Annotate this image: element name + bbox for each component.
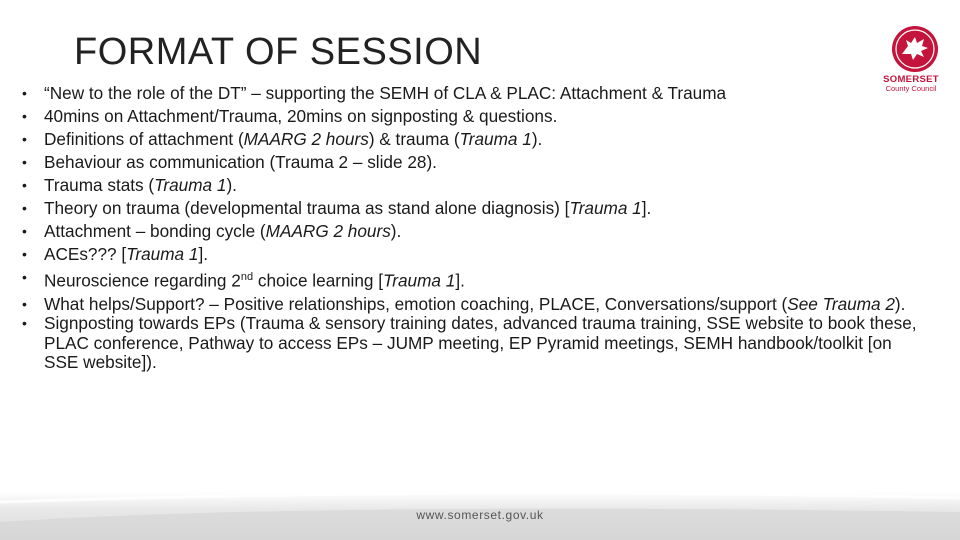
bullet-text-italic: Trauma 1: [126, 244, 199, 264]
bullet-item: [22, 245, 922, 264]
footer-url[interactable]: www.somerset.gov.uk: [416, 508, 544, 522]
bullet-text: Theory on trauma (developmental trauma as stand alone diagnosis) [: [44, 198, 570, 218]
bullet-item: [22, 107, 922, 126]
bullet-marker: •: [22, 269, 27, 285]
bullet-marker: •: [22, 177, 27, 193]
bullet-item: [22, 153, 922, 172]
bullet-text: ).: [894, 293, 906, 314]
bullet-marker: •: [22, 108, 27, 124]
bullet-text: choice learning [: [253, 270, 384, 291]
bullet-marker: •: [22, 154, 27, 170]
footer: [0, 492, 960, 540]
bullet-item: [22, 268, 922, 291]
bullet-marker: •: [22, 131, 27, 147]
bullet-text: Signposting towards EPs (Trauma & sensory training dates, advanced trauma training, SSE website to book these, PLAC conference, Pathway to access EPs – JUMP meeting, EP Pyramid meetings, SEMH handbook/toolkit [on SSE website]).: [44, 313, 917, 372]
bullet-text: Trauma stats (: [44, 175, 155, 195]
bullet-list: [22, 84, 922, 372]
bullet-text: ACEs??? [: [44, 244, 127, 264]
bullet-text-italic: MAARG 2 hours: [243, 129, 369, 149]
logo-subtitle: County Council: [885, 84, 937, 93]
bullet-text-italic: Trauma 1: [459, 129, 532, 149]
bullet-text-italic: MAARG 2 hours: [265, 221, 391, 241]
bullet-text-italic: See Trauma 2: [787, 293, 895, 314]
bullet-item: [22, 295, 922, 314]
bullet-item: [22, 176, 922, 195]
bullet-text: ].: [198, 244, 209, 264]
bullet-text: ].: [455, 270, 465, 291]
bullet-text: ).: [226, 175, 237, 195]
bullet-text: ) & trauma (: [368, 129, 460, 149]
bullet-text-italic: Trauma 1: [383, 270, 456, 291]
logo-name: SOMERSET: [883, 74, 939, 85]
bullet-text: “New to the role of the DT” – supporting the SEMH of CLA & PLAC: Attachment & Trauma: [44, 83, 727, 103]
bullet-item: [22, 199, 922, 218]
bullet-text: nd: [240, 271, 254, 283]
bullet-marker: •: [22, 246, 27, 262]
bullet-text: What helps/Support? – Positive relationships, emotion coaching, PLACE, Conversations/support (: [44, 293, 788, 314]
bullet-text: Behaviour as communication (Trauma 2 – slide 28).: [44, 152, 437, 172]
bullet-text: Neuroscience regarding 2: [44, 270, 241, 291]
bullet-item: [22, 314, 922, 372]
bullet-item: [22, 222, 922, 241]
bullet-marker: •: [22, 85, 27, 101]
bullet-marker: •: [22, 315, 27, 332]
bullet-text: Attachment – bonding cycle (: [44, 221, 266, 241]
bullet-marker: •: [22, 223, 27, 239]
bullet-text: ).: [531, 129, 543, 149]
bullet-marker: •: [22, 200, 27, 216]
slide-title: FORMAT OF SESSION: [74, 31, 483, 73]
bullet-item: [22, 84, 922, 103]
bullet-marker: •: [22, 295, 27, 312]
bullet-text: ).: [390, 221, 402, 241]
bullet-text: ].: [641, 198, 652, 218]
bullet-text: Definitions of attachment (: [44, 129, 244, 149]
bullet-text: 40mins on Attachment/Trauma, 20mins on signposting & questions.: [44, 106, 558, 126]
bullet-text-italic: Trauma 1: [569, 198, 642, 218]
bullet-text-italic: Trauma 1: [154, 175, 227, 195]
bullet-item: [22, 130, 922, 149]
